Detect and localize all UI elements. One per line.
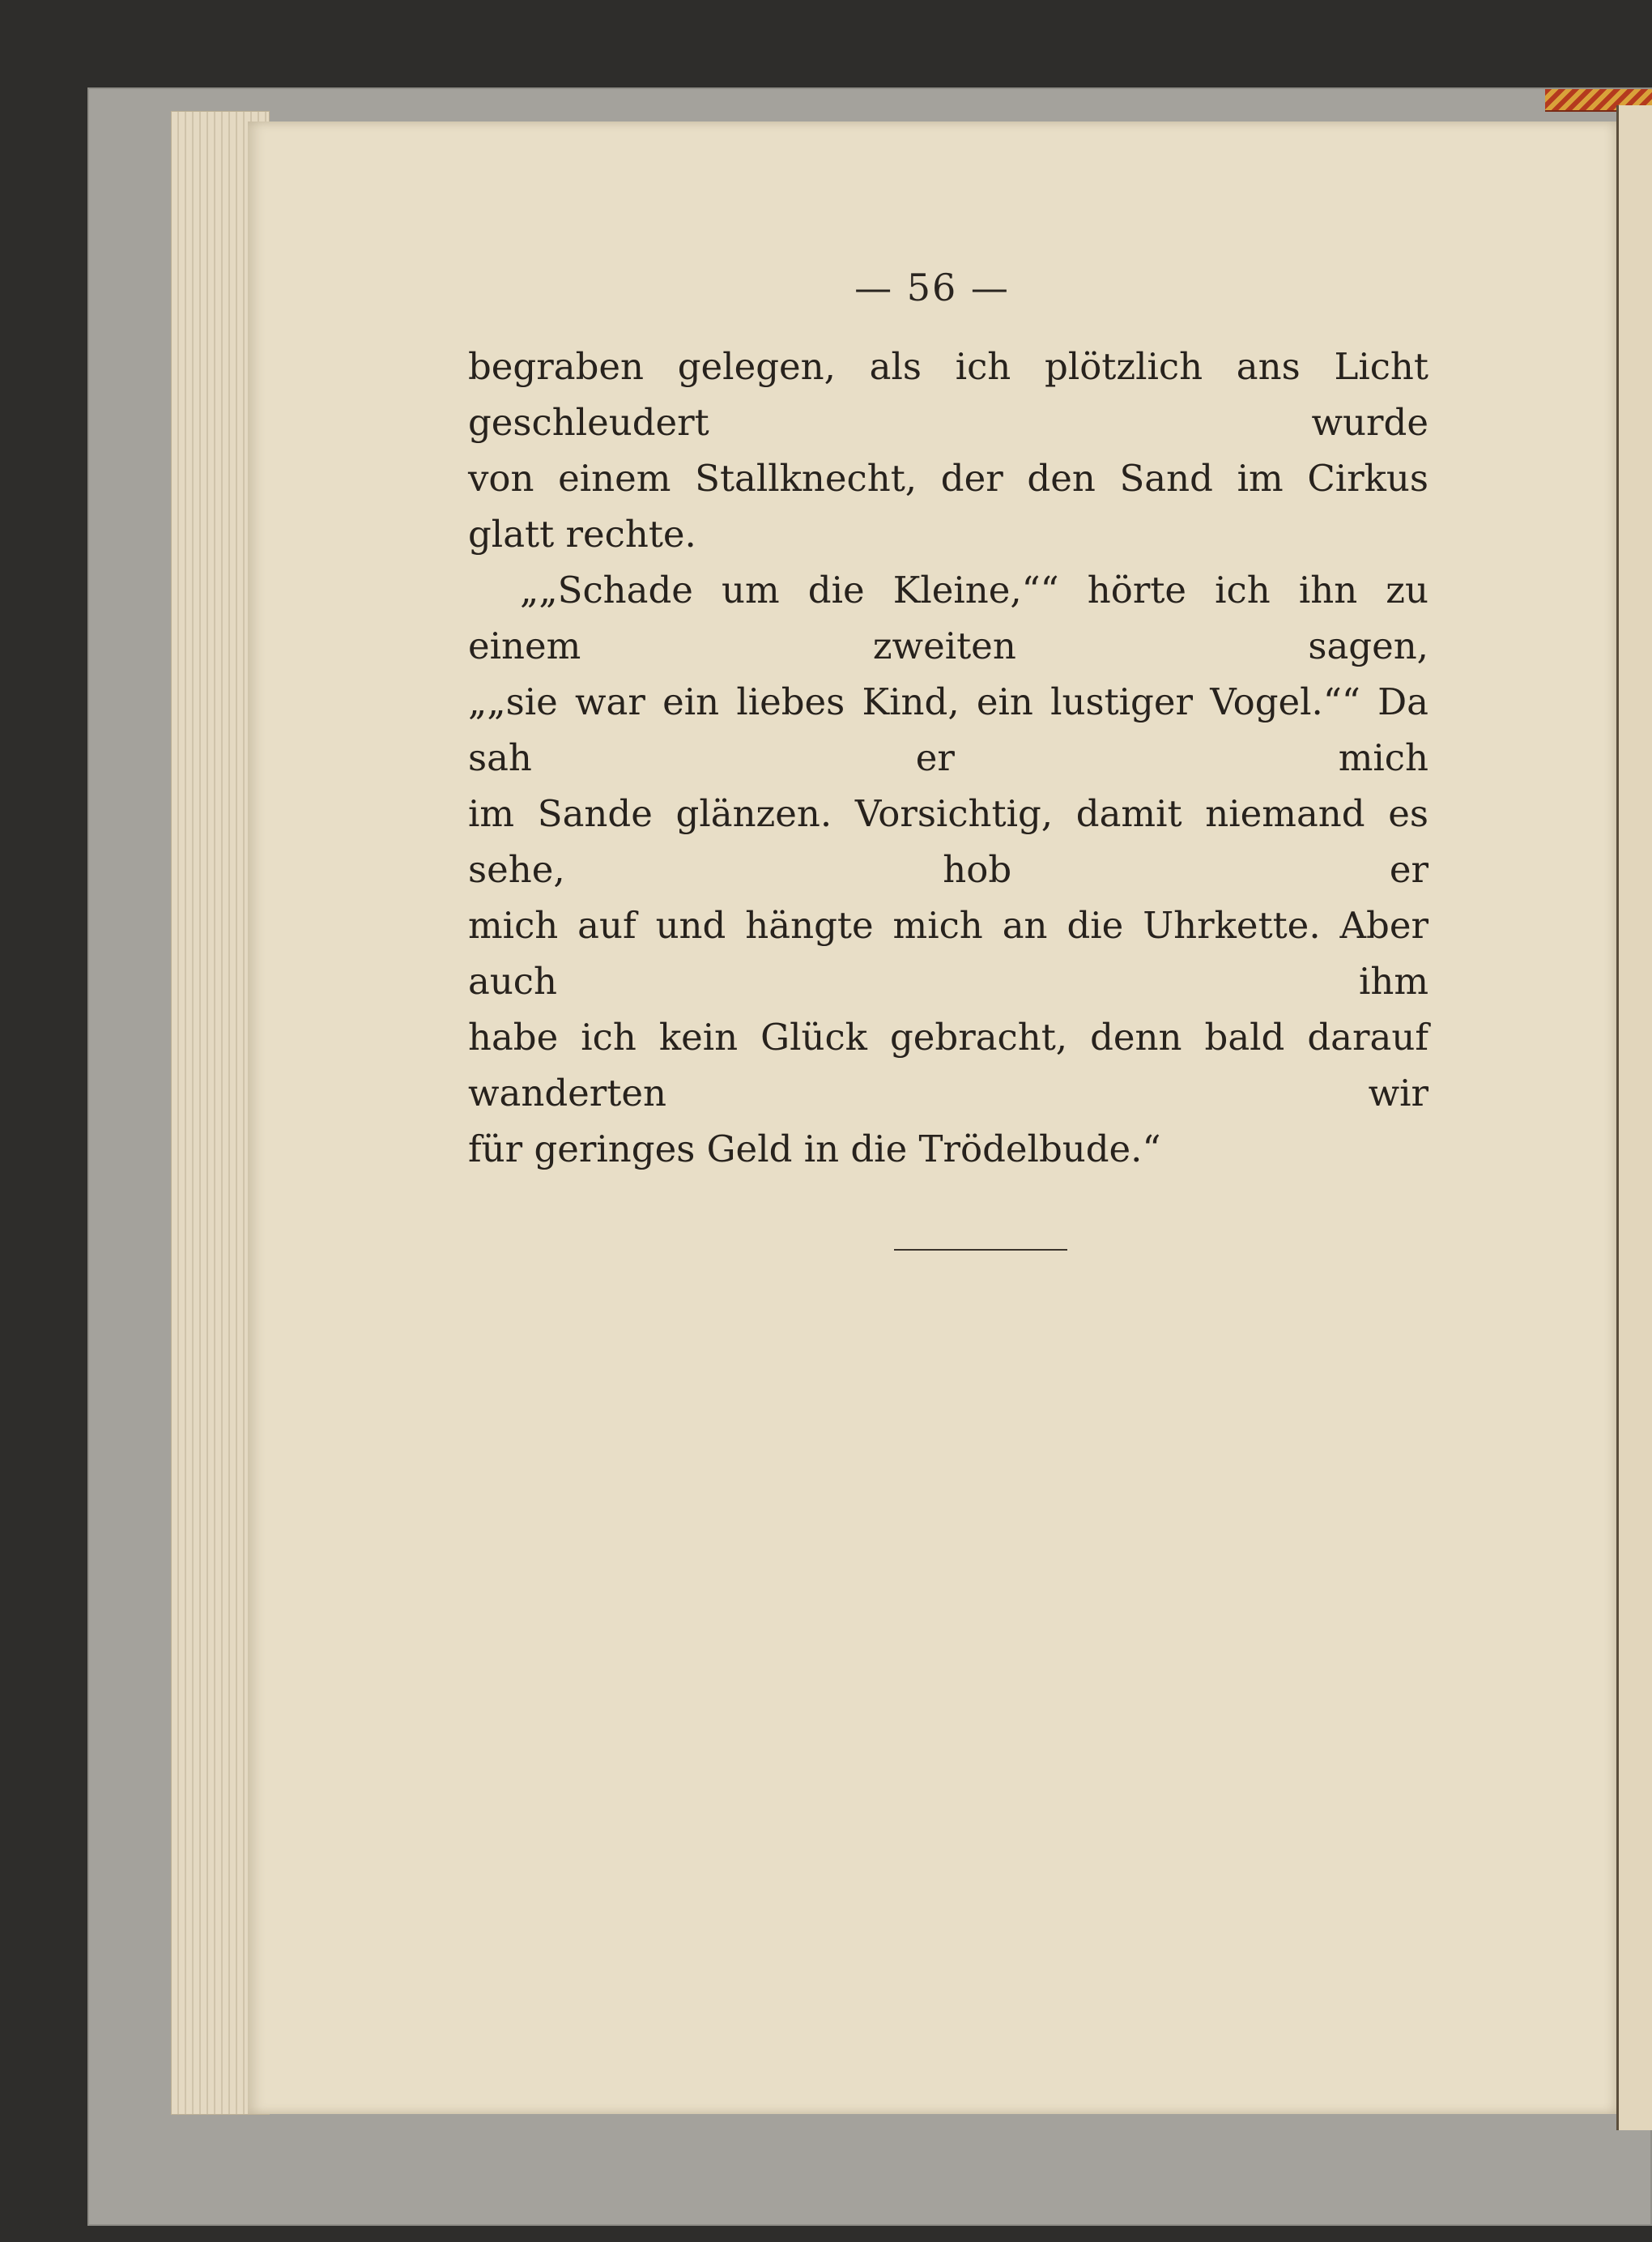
book-page xyxy=(248,121,1616,2114)
text-line: „„Schade um die Kleine,““ hörte ich ihn zu einem zweiten sagen, xyxy=(468,569,1428,667)
section-divider xyxy=(894,1249,1067,1251)
text-line: mich auf und hängte mich an die Uhrkette. Aber auch ihm xyxy=(468,904,1428,1003)
text-line: für geringes Geld in die Trödelbude.“ xyxy=(468,1127,1161,1170)
text-line: begraben gelegen, als ich plötzlich ans Licht geschleudert wurde xyxy=(468,345,1428,444)
page-body xyxy=(468,339,1428,1177)
page-number: — 56 — xyxy=(854,266,1010,309)
text-line: „„sie war ein liebes Kind, ein lustiger Vogel.““ Da sah er mich xyxy=(468,680,1428,779)
text-line: im Sande glänzen. Vorsichtig, damit niemand es sehe, hob er xyxy=(468,792,1428,891)
text-line: habe ich kein Glück gebracht, denn bald darauf wanderten wir xyxy=(468,1016,1428,1115)
facing-page-edge xyxy=(1616,105,1652,2130)
text-line: von einem Stallknecht, der den Sand im Cirkus glatt rechte. xyxy=(468,457,1428,556)
